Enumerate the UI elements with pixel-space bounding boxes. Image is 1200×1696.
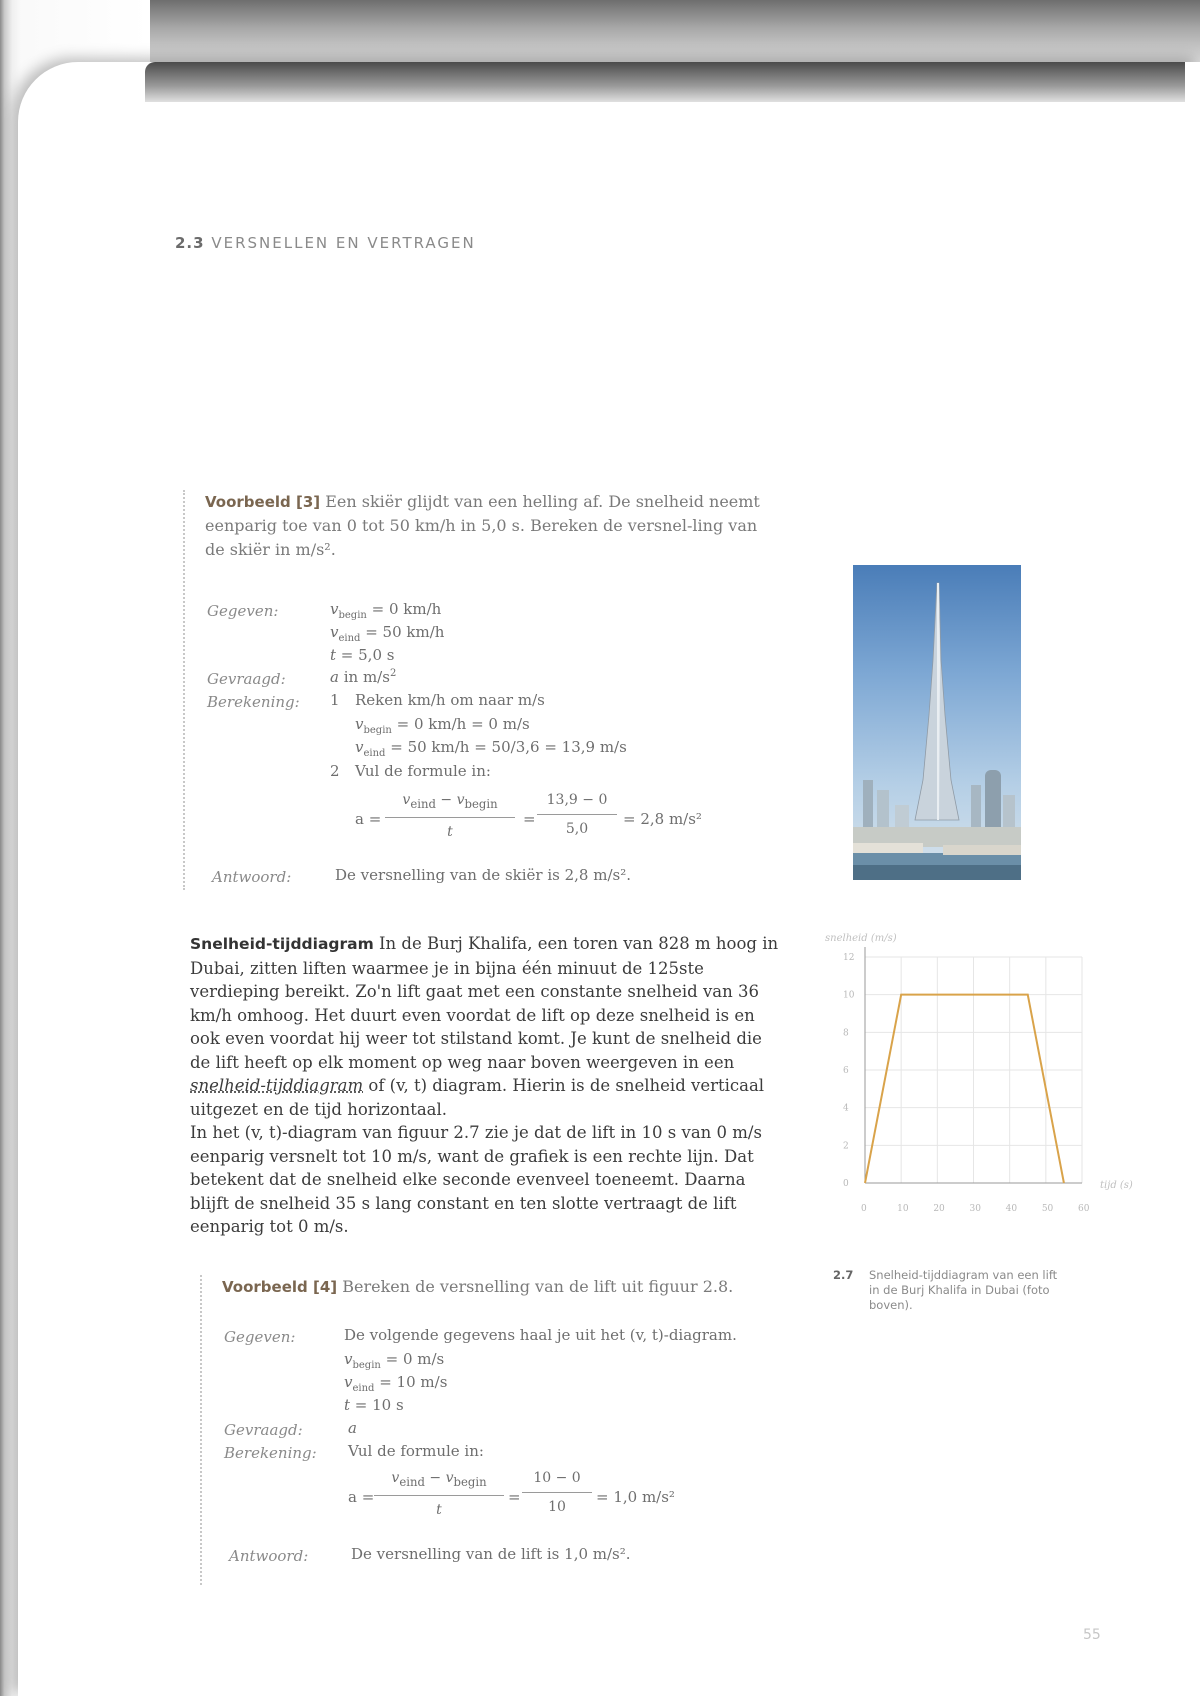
body-term: snelheid-tijddiagram xyxy=(190,1076,364,1095)
given-label: Gegeven: xyxy=(207,602,279,620)
fraction-1-numerator-4: $v_{eind} - v_{begin}$ xyxy=(374,1470,504,1496)
fraction-2-denominator: 5,0 xyxy=(565,821,589,837)
given-intro-4: De volgende gegevens haal je uit het (v, t)-diagram. xyxy=(344,1326,737,1344)
x-tick-label: 40 xyxy=(1005,1204,1018,1214)
formula-equals-4: = xyxy=(508,1488,521,1506)
formula-fraction-1-4 xyxy=(374,1470,504,1518)
body-lead-term: Snelheid-tijddiagram xyxy=(190,935,374,953)
body-paragraph xyxy=(190,932,780,1239)
given-v-eind-4: $v_{eind} = 10$ m/s xyxy=(344,1373,448,1394)
formula-equals: = xyxy=(523,810,536,828)
x-tick-label: 60 xyxy=(1078,1204,1090,1214)
section-number: 2.3 xyxy=(175,234,205,252)
x-tick-label: 10 xyxy=(897,1204,909,1214)
formula-lhs-4: a = xyxy=(348,1488,375,1506)
example-3-title: Voorbeeld [3] xyxy=(205,493,321,511)
y-tick-label: 0 xyxy=(843,1179,849,1189)
calc-label: Berekening: xyxy=(207,693,300,711)
fraction-1-numerator: $v_{eind} - v_{begin}$ xyxy=(385,792,515,818)
example-4-title: Voorbeeld [4] xyxy=(222,1278,338,1296)
step-1-v-eind: $v_{eind} = 50$ km/h = 50/3,6 = 13,9 m/s xyxy=(355,738,627,759)
page-edge xyxy=(145,62,1185,102)
y-tick-label: 8 xyxy=(843,1028,849,1039)
formula-fraction-2-4 xyxy=(522,1470,592,1515)
given-t-4: t = 10 s xyxy=(344,1396,404,1414)
formula-lhs: a = xyxy=(355,810,382,828)
step-1-b: = 50 km/h = 50/3,6 = 13,9 m/s xyxy=(390,738,627,756)
answer-label-4: Antwoord: xyxy=(229,1547,309,1565)
calc-label-4: Berekening: xyxy=(224,1444,317,1462)
fraction-2-numerator-4: 10 − 0 xyxy=(522,1470,592,1493)
step-2-text: Vul de formule in: xyxy=(355,762,491,780)
figure-number: 2.7 xyxy=(833,1268,854,1282)
x-tick-label: 50 xyxy=(1041,1204,1054,1214)
scan-shadow-top xyxy=(0,0,1200,70)
burj-khalifa-photo xyxy=(853,565,1021,880)
fraction-2-numerator: 13,9 − 0 xyxy=(537,792,617,815)
formula-fraction-1 xyxy=(385,792,515,840)
formula-result: = 2,8 m/s² xyxy=(623,810,702,828)
section-title: VERSNELLEN EN VERTRAGEN xyxy=(211,234,476,252)
speed-time-chart xyxy=(820,925,1133,1225)
y-tick-label: 6 xyxy=(843,1066,849,1076)
x-axis-label: tijd (s) xyxy=(1100,1180,1133,1191)
body-text-2: of (v, t) diagram. Hierin is de snelheid verticaal uitgezet en de tijd horizontaal. xyxy=(190,1076,765,1119)
y-tick-label: 10 xyxy=(843,990,855,1001)
series-line xyxy=(865,995,1064,1183)
asked-label: Gevraagd: xyxy=(207,670,286,688)
given-label-4: Gegeven: xyxy=(224,1328,296,1346)
chart-grid xyxy=(865,947,1082,1183)
example-4-intro xyxy=(222,1275,782,1299)
example-4 xyxy=(200,1275,780,1585)
page-number: 55 xyxy=(1083,1627,1101,1643)
fraction-1-denominator: t xyxy=(447,823,453,840)
answer-text-4: De versnelling van de lift is 1,0 m/s². xyxy=(351,1545,631,1563)
example-3-question: Een skiër glijdt van een helling af. De snelheid neemt eenparig toe van 0 tot 50 km/h in 5,0 s. Bereken de versnel-ling van de skiër in m/s². xyxy=(205,492,760,559)
given-t: t = 5,0 s xyxy=(330,646,395,664)
chart-series xyxy=(865,995,1064,1183)
x-tick-label: 0 xyxy=(861,1204,867,1214)
given-v-begin: $v_{begin} = 0$ km/h xyxy=(330,600,442,621)
given-v-begin-4: $v_{begin} = 0$ m/s xyxy=(344,1350,445,1371)
x-tick-label: 20 xyxy=(933,1204,945,1214)
fraction-2-denominator-4: 10 xyxy=(548,1499,566,1515)
y-axis-label: snelheid (m/s) xyxy=(825,933,897,944)
step-2-number: 2 xyxy=(330,762,340,780)
x-tick-label: 30 xyxy=(969,1204,981,1214)
asked-value-4: a xyxy=(348,1419,357,1437)
example-4-question: Bereken de versnelling van de lift uit figuur 2.8. xyxy=(342,1277,734,1296)
body-text-1: In de Burj Khalifa, een toren van 828 m hoog in Dubai, zitten liften waarmee je in bijna één minuut de 125ste verdieping bereikt. Zo'n lift gaat met een constante snelheid van 36 km/h omhoog. Het duurt even voordat de lift op deze snelheid is en ook even voordat hij weer tot stilstand komt. Je kunt de snelheid die de lift heeft op elk moment op weg naar boven weergeven in een xyxy=(190,934,779,1072)
given-v-eind: $v_{eind} = 50$ km/h xyxy=(330,623,445,644)
asked-label-4: Gevraagd: xyxy=(224,1421,303,1439)
chart-ticks xyxy=(843,953,1090,1214)
y-tick-label: 2 xyxy=(843,1141,849,1152)
step-1-a: = 0 km/h = 0 m/s xyxy=(396,715,530,733)
example-3-intro xyxy=(205,490,765,562)
fraction-1-denominator-4: t xyxy=(436,1501,442,1518)
burj-khalifa-illustration xyxy=(853,565,1021,880)
formula-fraction-2 xyxy=(537,792,617,837)
step-1-number: 1 xyxy=(330,691,340,709)
step-1-v-begin: $v_{begin} = 0$ km/h = 0 m/s xyxy=(355,715,530,736)
figure-caption-text: Snelheid-tijddiagram van een lift in de Burj Khalifa in Dubai (foto boven). xyxy=(869,1268,1058,1312)
answer-label: Antwoord: xyxy=(212,868,292,886)
asked-value: a in $m/s^2$ xyxy=(330,668,397,686)
chart-svg xyxy=(820,925,1133,1225)
step-text-4: Vul de formule in: xyxy=(348,1442,484,1460)
answer-text: De versnelling van de skiër is 2,8 m/s². xyxy=(335,866,631,884)
y-tick-label: 12 xyxy=(843,953,855,963)
y-tick-label: 4 xyxy=(843,1103,849,1114)
step-1-text: Reken km/h om naar m/s xyxy=(355,691,545,709)
body-text-3: In het (v, t)-diagram van figuur 2.7 zie je dat de lift in 10 s van 0 m/s eenparig versnelt tot 10 m/s, want de grafiek is een rechte lijn. Dat betekent dat de snelheid elke seconde evenveel toeneemt. Daarna blijft de snelheid 35 s lang constant en ten slotte vertraagt de lift eenparig tot 0 m/s. xyxy=(190,1123,762,1236)
section-header xyxy=(175,234,476,252)
example-3 xyxy=(183,490,763,890)
formula-result-4: = 1,0 m/s² xyxy=(596,1488,675,1506)
